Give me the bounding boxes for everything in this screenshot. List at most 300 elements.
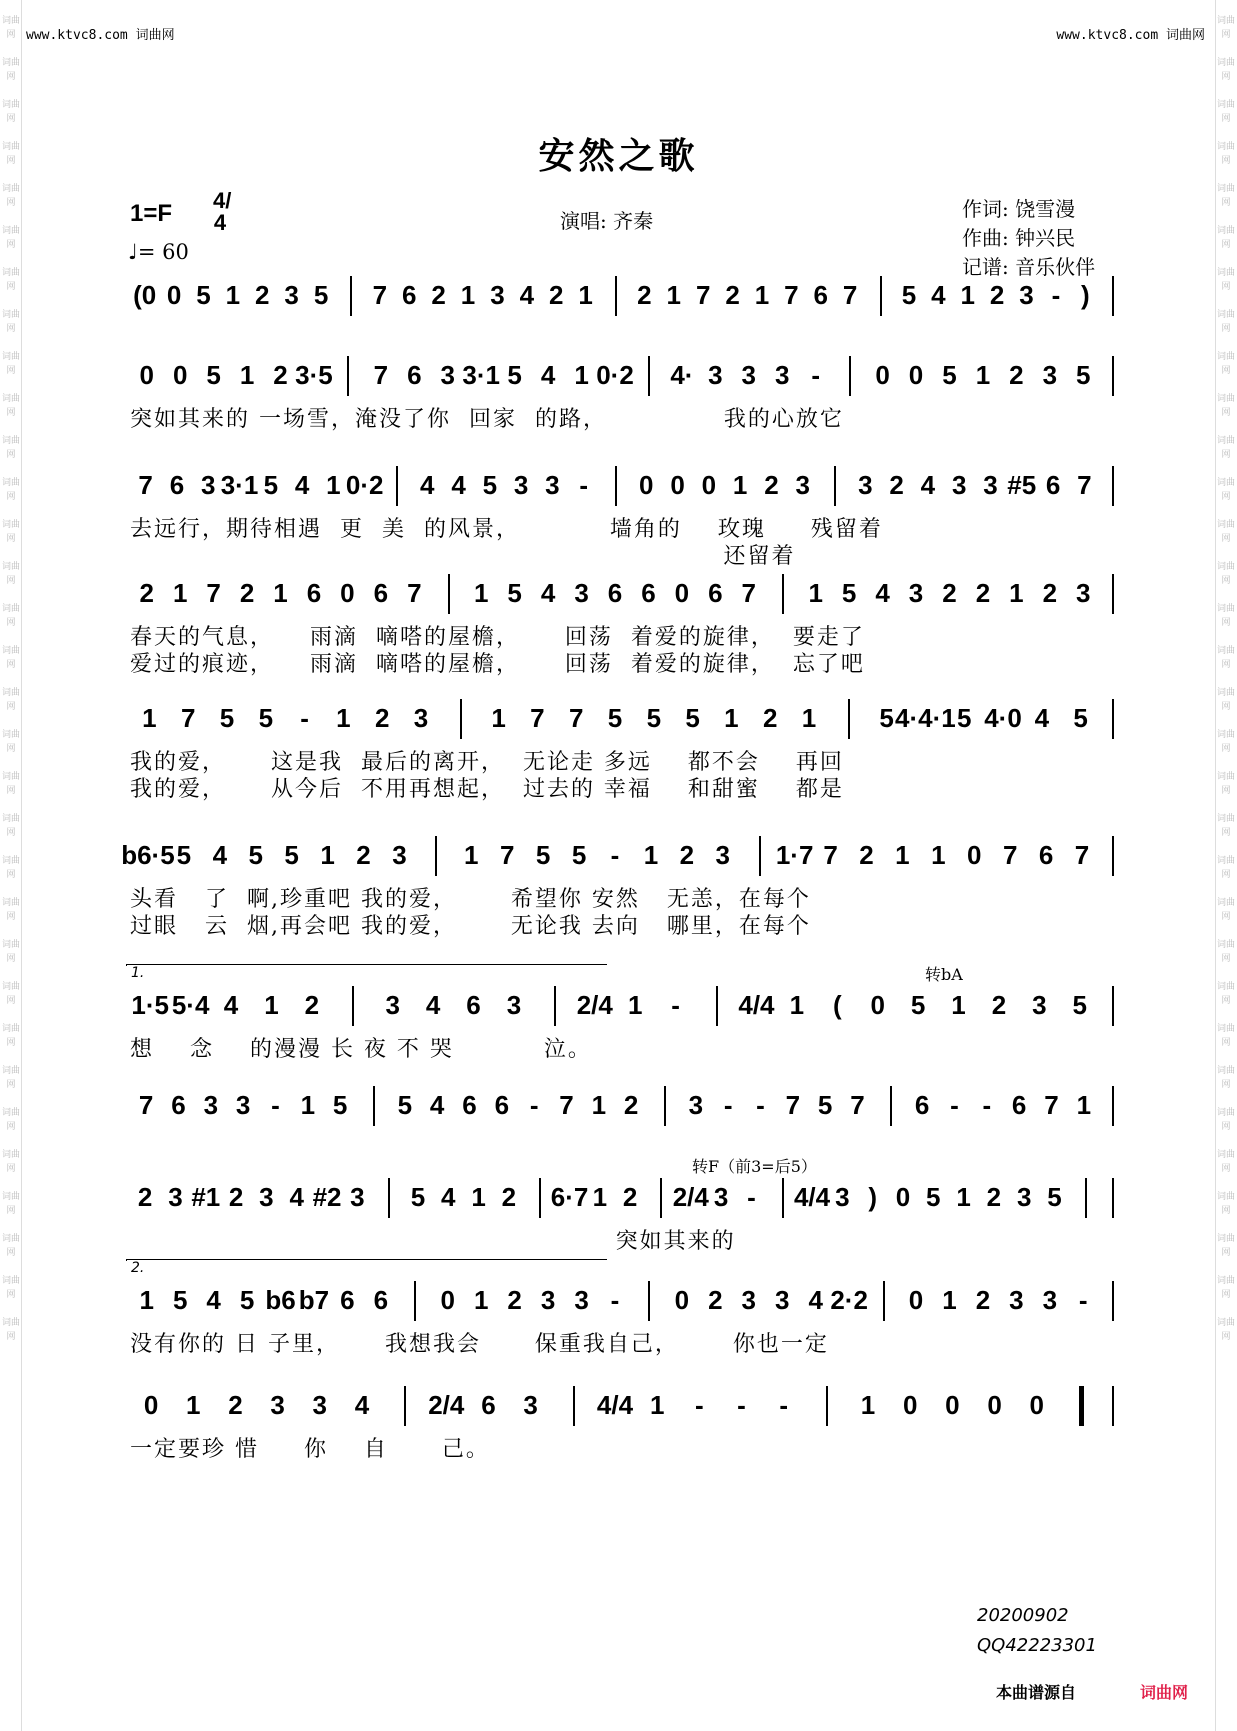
note: 7 — [741, 578, 757, 608]
note: 3 — [1009, 1285, 1024, 1315]
bar-line — [573, 1386, 575, 1426]
side-watermark-text: 词曲网 — [1, 1276, 20, 1300]
note: 1·7 — [775, 840, 814, 870]
volta-label: 2. — [131, 1260, 145, 1276]
note: 3 — [545, 470, 560, 500]
side-watermark-text: 词曲网 — [1, 394, 20, 418]
note: 5 — [901, 280, 917, 310]
time-signature — [208, 190, 232, 234]
note: - — [1051, 280, 1061, 310]
side-watermark-text: 词曲网 — [1216, 982, 1235, 1006]
note: b6·5 — [121, 840, 175, 870]
note: 1 — [931, 840, 946, 870]
side-watermark-text: 词曲网 — [1216, 1318, 1235, 1342]
note: 3 — [795, 470, 810, 500]
note: 0·2 — [345, 470, 384, 500]
bar-line — [880, 276, 882, 316]
note: 0 — [875, 360, 890, 390]
note: 5 — [1047, 1182, 1062, 1212]
note: 2 — [431, 280, 446, 310]
note: 1 — [491, 703, 506, 733]
note: 4 — [920, 470, 936, 500]
volta-bracket — [126, 1259, 607, 1276]
note: (0 — [133, 280, 157, 310]
note: 3 — [983, 470, 998, 500]
note: 1 — [300, 1090, 316, 1120]
side-watermark-text: 词曲网 — [1216, 58, 1235, 82]
note: 5 — [841, 578, 857, 608]
note: 1 — [960, 280, 975, 310]
note: 4 — [354, 1390, 370, 1420]
side-watermark-text: 词曲网 — [1216, 772, 1235, 796]
side-watermark-text: 词曲网 — [1, 562, 20, 586]
side-watermark-text: 词曲网 — [1216, 1066, 1235, 1090]
note: 4 — [451, 470, 466, 500]
note: 6·7 — [550, 1182, 589, 1212]
note: 0 — [440, 1285, 455, 1315]
note: 2 — [273, 360, 288, 390]
side-watermark-text: 词曲网 — [1216, 1192, 1235, 1216]
note: 4 — [206, 1285, 221, 1315]
note: 6 — [169, 470, 185, 500]
side-watermark-text: 词曲网 — [1, 772, 20, 796]
note: - — [723, 1090, 733, 1120]
note: 6 — [914, 1090, 930, 1120]
note: 1 — [1009, 578, 1024, 608]
score-system — [0, 1390, 1237, 1430]
note: 4 — [212, 840, 228, 870]
note: 1 — [1076, 1090, 1092, 1120]
side-watermark-text: 词曲网 — [1, 1066, 20, 1090]
bar-line — [664, 1086, 666, 1126]
note: 0 — [870, 990, 885, 1020]
note: 7 — [1077, 470, 1092, 500]
side-watermark-text: 词曲网 — [1216, 730, 1235, 754]
note: 1 — [666, 280, 682, 310]
side-watermark-text: 词曲网 — [1216, 226, 1235, 250]
bar-line — [539, 1178, 541, 1218]
note: 5 — [507, 360, 522, 390]
bar-line — [759, 836, 761, 876]
note: 1 — [643, 840, 659, 870]
note: 1 — [895, 840, 910, 870]
note: 7 — [407, 578, 422, 608]
note: - — [737, 1390, 746, 1420]
note: 0 — [895, 1182, 911, 1212]
bar-line — [1112, 1386, 1114, 1426]
note: 4/4 — [738, 990, 775, 1020]
bar-line — [448, 574, 450, 614]
note: 5 — [942, 360, 957, 390]
side-watermark-text: 词曲网 — [1216, 310, 1235, 334]
note: 3 — [858, 470, 873, 500]
note: 4 — [540, 360, 556, 390]
side-watermark-text: 词曲网 — [1, 1150, 20, 1174]
side-watermark-text: 词曲网 — [1, 688, 20, 712]
note: 2 — [1042, 578, 1058, 608]
bar-line — [848, 699, 850, 739]
note: 0 — [967, 840, 982, 870]
key-change-mark: 转F（前3=后5） — [692, 1157, 817, 1176]
note: 4 — [875, 578, 890, 608]
note: - — [982, 1090, 992, 1120]
bar-line — [1112, 1086, 1114, 1126]
note: 3 — [203, 1090, 219, 1120]
key-signature: 1=F — [130, 200, 173, 227]
site-url-right[interactable]: www.ktvc8.com — [1056, 28, 1159, 43]
note: 0 — [987, 1390, 1002, 1420]
note: 7 — [138, 470, 153, 500]
side-watermark-text: 词曲网 — [1, 1234, 20, 1258]
note: 1 — [578, 280, 593, 310]
note: 0 — [908, 360, 924, 390]
note: 0 — [172, 360, 188, 390]
note: 1 — [239, 360, 255, 390]
note: 3 — [951, 470, 967, 500]
note: 3 — [490, 280, 505, 310]
note: 0 — [674, 1285, 690, 1315]
side-watermark-text: 词曲网 — [1, 856, 20, 880]
note: 7 — [1044, 1090, 1059, 1120]
note: 1 — [273, 578, 288, 608]
note: 3 — [908, 578, 924, 608]
note: - — [671, 990, 680, 1020]
note: 1 — [789, 990, 805, 1020]
note: 4·4·1 — [895, 703, 956, 733]
note: 2 — [507, 1285, 522, 1315]
note: 4 — [294, 470, 310, 500]
side-watermark-text: 词曲网 — [1216, 940, 1235, 964]
note: 4/4 — [596, 1390, 634, 1420]
note: 4/4 — [793, 1182, 831, 1212]
score-system — [0, 470, 1237, 510]
key-change-mark: 转bA — [925, 965, 963, 984]
note: 7 — [1002, 840, 1018, 870]
note: 6 — [402, 280, 417, 310]
score-system — [0, 1090, 1237, 1130]
note: 5 — [910, 990, 926, 1020]
note: #2 — [312, 1182, 342, 1212]
bar-line — [782, 1178, 784, 1218]
lyricist-credit: 作词: 饶雪漫 — [962, 197, 1076, 221]
footer-source: 本曲谱源自 — [996, 1683, 1077, 1702]
note: 2/4 — [672, 1182, 709, 1212]
note: 6 — [641, 578, 656, 608]
note: - — [610, 840, 620, 870]
note: 7 — [785, 1090, 801, 1120]
note: 6 — [607, 578, 623, 608]
note: 5 — [397, 1090, 413, 1120]
note: 2 — [989, 280, 1005, 310]
date-stamp: 20200902 — [977, 1605, 1069, 1626]
note: 2 — [725, 280, 740, 310]
note: 1 — [186, 1390, 201, 1420]
note: 1 — [471, 1182, 486, 1212]
note: 2 — [548, 280, 564, 310]
header-left — [26, 24, 175, 43]
bar-line — [414, 1281, 416, 1321]
note: - — [950, 1090, 959, 1120]
note: 5 — [879, 703, 894, 733]
note: 3 — [385, 990, 400, 1020]
note: 0 — [908, 1285, 924, 1315]
lyric-line: 我的爱， 从今后 不用再想起， 过去的 幸福 和甜蜜 都是 — [130, 777, 844, 802]
note: 5 — [332, 1090, 348, 1120]
note: 1 — [264, 990, 279, 1020]
note: 6 — [306, 578, 322, 608]
note: 2 — [679, 840, 695, 870]
note: 3 — [506, 990, 522, 1020]
note: 3 — [392, 840, 407, 870]
transcriber-credit: 记谱: 音乐伙伴 — [962, 255, 1096, 279]
note: 3 — [835, 1182, 850, 1212]
note: 5 — [646, 703, 662, 733]
note: 1 — [142, 703, 157, 733]
note: 6 — [1045, 470, 1061, 500]
note: 4 — [429, 1090, 445, 1120]
bar-line — [1112, 836, 1114, 876]
note: 1 — [592, 1182, 608, 1212]
side-watermark-text: 词曲网 — [1216, 856, 1235, 880]
bar-line — [834, 466, 836, 506]
note: 3 — [1019, 280, 1034, 310]
note: 1 — [574, 360, 589, 390]
note: 2·2 — [830, 1285, 868, 1315]
bar-line — [1112, 1281, 1114, 1321]
bar-line — [1112, 574, 1114, 614]
time-signature-text: 4/4 — [213, 188, 232, 235]
note: 1 — [326, 470, 341, 500]
note: 5 — [196, 280, 211, 310]
note: 5 — [239, 1285, 255, 1315]
side-watermark-text: 词曲网 — [1216, 436, 1235, 460]
note: 2 — [304, 990, 320, 1020]
side-watermark-text: 词曲网 — [1, 310, 20, 334]
note: 6 — [462, 1090, 477, 1120]
note: 1 — [473, 578, 489, 608]
bar-line — [404, 1386, 406, 1426]
lyric-line: 还留着 — [130, 544, 796, 569]
side-watermark-text: 词曲网 — [1, 352, 20, 376]
side-watermark-text: 词曲网 — [1, 226, 20, 250]
side-watermark-text: 词曲网 — [1, 940, 20, 964]
note: 3 — [350, 1182, 365, 1212]
note: 5 — [535, 840, 551, 870]
side-watermark-text: 词曲网 — [1216, 562, 1235, 586]
header-right — [1056, 24, 1205, 43]
note: 3 — [775, 1285, 790, 1315]
side-watermark-text: 词曲网 — [1, 184, 20, 208]
note: 4 — [808, 1285, 823, 1315]
lyric-line: 爱过的痕迹， 雨滴 嘀嗒的屋檐， 回荡 着爱的旋律， 忘了吧 — [130, 652, 865, 677]
note: 2 — [501, 1182, 517, 1212]
side-watermark-text: 词曲网 — [1216, 142, 1235, 166]
site-url[interactable]: www.ktvc8.com — [26, 28, 128, 43]
note: - — [271, 1090, 280, 1120]
bar-line — [1112, 986, 1114, 1026]
note: 3 — [513, 470, 529, 500]
note: 3 — [708, 360, 723, 390]
note: 7 — [499, 840, 515, 870]
note: 6 — [708, 578, 723, 608]
side-watermark-text: 词曲网 — [1, 268, 20, 292]
note: 7 — [372, 280, 388, 310]
note: 1 — [951, 990, 966, 1020]
note: 3 — [775, 360, 790, 390]
lyric-line: 去远行，期待相遇 更 美 的风景， 墙角的 玫瑰 残留着 — [130, 517, 883, 542]
note: 3 — [523, 1390, 538, 1420]
side-watermark-text: 词曲网 — [1, 58, 20, 82]
score-system — [0, 1285, 1237, 1325]
note: 3 — [574, 1285, 589, 1315]
note: 1·5 — [131, 990, 169, 1020]
note: 7 — [1074, 840, 1090, 870]
note: 0 — [639, 470, 654, 500]
bar-line — [347, 356, 349, 396]
note: 1 — [754, 280, 770, 310]
note: 7 — [784, 280, 799, 310]
note: ( — [832, 990, 842, 1020]
volta-label: 1. — [131, 965, 145, 981]
bar-line — [615, 276, 617, 316]
note: 0 — [143, 1390, 159, 1420]
note: 6 — [373, 1285, 389, 1315]
note: 5 — [482, 470, 498, 500]
note: 6 — [1038, 840, 1054, 870]
note: 6 — [494, 1090, 510, 1120]
bar-line — [388, 1178, 390, 1218]
note: 3 — [713, 1182, 729, 1212]
bar-line — [350, 276, 352, 316]
lyric-line: 头看 了 啊,珍重吧 我的爱， 希望你 安然 无恙，在每个 — [130, 887, 811, 912]
score-system — [0, 360, 1237, 400]
note: 2 — [764, 470, 779, 500]
bar-line — [716, 986, 718, 1026]
note: 3 — [741, 1285, 757, 1315]
lyric-line: 突如其来的 一场雪，淹没了你 回家 的路， 我的心放它 — [130, 407, 844, 432]
note: 3 — [741, 360, 757, 390]
note: - — [610, 1285, 620, 1315]
note: 0 — [674, 578, 690, 608]
note: 7 — [138, 1090, 154, 1120]
lyric-line: 突如其来的 — [130, 1229, 736, 1254]
side-watermark-text: 词曲网 — [1216, 478, 1235, 502]
side-watermark-text: 词曲网 — [1216, 1108, 1235, 1132]
bar-line — [435, 836, 437, 876]
note: 5 — [956, 703, 972, 733]
volta-bracket — [126, 964, 607, 981]
score-system — [0, 840, 1237, 880]
note: 3 — [235, 1090, 251, 1120]
note: 3·1 — [220, 470, 259, 500]
bar-line — [1112, 699, 1114, 739]
note: 2/4 — [428, 1390, 465, 1420]
note: b6 — [265, 1285, 296, 1315]
note: 5 — [607, 703, 623, 733]
note: 3 — [312, 1390, 328, 1420]
note: 2 — [991, 990, 1007, 1020]
song-title: 安然之歌 — [538, 135, 699, 177]
note: 7 — [530, 703, 545, 733]
note: 1 — [808, 578, 823, 608]
bar-line — [648, 1281, 650, 1321]
note: 4 — [519, 280, 535, 310]
note: 6 — [407, 360, 422, 390]
note: 2 — [942, 578, 957, 608]
note: 3 — [715, 840, 730, 870]
lyric-line: 没有你的 日 子里， 我想我会 保重我自己， 你也一定 — [130, 1332, 829, 1357]
lyric-line: 一定要珍 惜 你 自 己。 — [130, 1437, 490, 1462]
site-name: 词曲网 — [135, 28, 175, 43]
note: 6 — [481, 1390, 496, 1420]
tempo: ♩= 60 — [128, 240, 189, 264]
bar-line — [1112, 1178, 1114, 1218]
note: 3 — [270, 1390, 285, 1420]
note: 0 — [1029, 1390, 1044, 1420]
note: 1 — [172, 578, 188, 608]
note: 5 — [926, 1182, 941, 1212]
side-watermark-text: 词曲网 — [1216, 604, 1235, 628]
note: 5 — [313, 280, 329, 310]
note: 1 — [336, 703, 351, 733]
side-watermark-text: 词曲网 — [1216, 1234, 1235, 1258]
note: 2 — [255, 280, 270, 310]
note: 2 — [622, 1182, 638, 1212]
note: 5 — [685, 703, 700, 733]
lyric-line: 想 念 的漫漫 长 夜 不 哭 泣。 — [130, 1037, 592, 1062]
side-watermark-text: 词曲网 — [1216, 1024, 1235, 1048]
footer-brand[interactable]: 词曲网 — [1140, 1683, 1189, 1702]
note: 5 — [410, 1182, 426, 1212]
side-watermark-text: 词曲网 — [1216, 520, 1235, 544]
note: 4 — [1034, 703, 1050, 733]
note: 0 — [945, 1390, 960, 1420]
note: 2 — [975, 578, 991, 608]
note: 5 — [1073, 703, 1088, 733]
note: 3 — [1016, 1182, 1032, 1212]
note: 6 — [813, 280, 828, 310]
note: 2 — [637, 280, 652, 310]
note: 2 — [228, 1182, 244, 1212]
note: 7 — [842, 280, 858, 310]
note: - — [779, 1390, 789, 1420]
score-system — [0, 578, 1237, 618]
side-watermark-text: 词曲网 — [1216, 1276, 1235, 1300]
note: - — [756, 1090, 765, 1120]
note: 5 — [284, 840, 299, 870]
note: 1 — [460, 280, 476, 310]
note: 0 — [340, 578, 355, 608]
side-watermark-text: 词曲网 — [1216, 268, 1235, 292]
side-watermark-text: 词曲网 — [1216, 688, 1235, 712]
note: 4 — [540, 578, 556, 608]
note: 3 — [284, 280, 299, 310]
note: 3 — [168, 1182, 183, 1212]
note: 6 — [340, 1285, 355, 1315]
note: 0 — [701, 470, 717, 500]
bar-line — [615, 466, 617, 506]
note: ) — [868, 1182, 877, 1212]
side-watermark-text: 词曲网 — [1216, 16, 1235, 40]
note: 4 — [289, 1182, 304, 1212]
note: 1 — [320, 840, 335, 870]
bar-line — [352, 986, 354, 1026]
note: 4 — [441, 1182, 456, 1212]
side-watermark-text: 词曲网 — [1, 1024, 20, 1048]
note: 5 — [1072, 990, 1088, 1020]
score-system — [0, 280, 1237, 320]
note: 2 — [623, 1090, 639, 1120]
